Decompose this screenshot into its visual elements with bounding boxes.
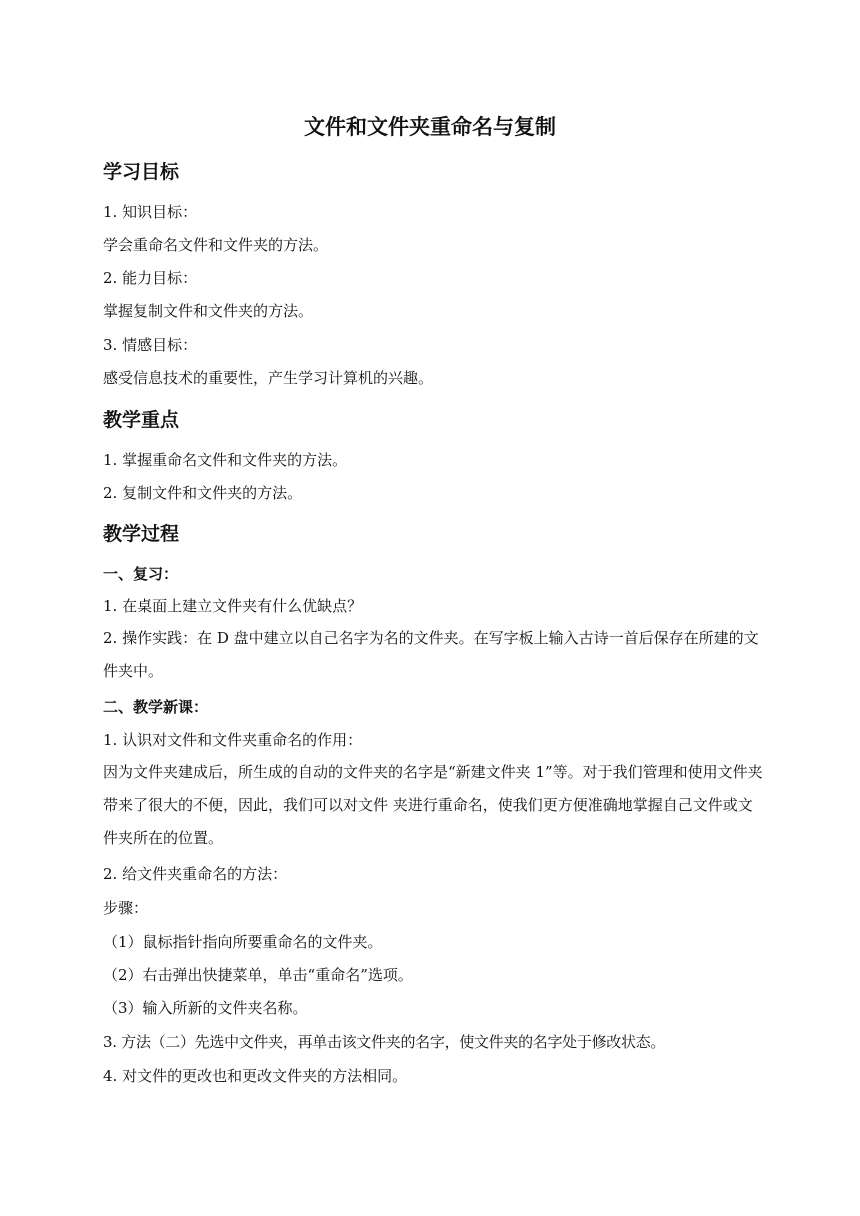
new-lesson-line-1: 1. 认识对文件和文件夹重命名的作用：: [103, 731, 363, 749]
review-line-1: 1. 在桌面上建立文件夹有什么优缺点？: [103, 597, 363, 615]
review-line-2: 2. 操作实践：在 D 盘中建立以自己名字为名的文件夹。在写字板上输入古诗一首后保存在所建的文件夹中。: [103, 629, 759, 680]
new-lesson-line-3: 2. 给文件夹重命名的方法：: [103, 865, 288, 883]
new-lesson-step-1: （1）鼠标指针指向所要重命名的文件夹。: [103, 933, 383, 951]
section-heading-process: 教学过程: [103, 523, 180, 545]
goals-line-1: 1. 知识目标：: [103, 203, 198, 221]
new-lesson-line-6: 4. 对文件的更改也和更改文件夹的方法相同。: [103, 1067, 408, 1085]
goals-line-4: 掌握复制文件和文件夹的方法。: [103, 302, 314, 320]
goals-line-3: 2. 能力目标：: [103, 269, 198, 287]
new-lesson-heading: 二、教学新课：: [103, 698, 209, 716]
goals-line-2: 学会重命名文件和文件夹的方法。: [103, 236, 329, 254]
document-title: 文件和文件夹重命名与复制: [304, 115, 556, 139]
key-points-line-2: 2. 复制文件和文件夹的方法。: [103, 484, 303, 502]
new-lesson-step-2: （2）右击弹出快捷菜单，单击“重命名”选项。: [103, 966, 413, 984]
new-lesson-step-3: （3）输入所新的文件夹名称。: [103, 999, 308, 1017]
review-heading: 一、复习：: [103, 565, 179, 583]
key-points-line-1: 1. 掌握重命名文件和文件夹的方法。: [103, 451, 348, 469]
new-lesson-line-4: 步骤：: [103, 899, 149, 917]
goals-line-5: 3. 情感目标：: [103, 336, 198, 354]
section-heading-goals: 学习目标: [103, 161, 180, 183]
new-lesson-paragraph: 因为文件夹建成后，所生成的自动的文件夹的名字是“新建文件夹 1”等。对于我们管理和使用文件夹带来了很大的不便，因此，我们可以对文件 夹进行重命名，使我们更方便准确地掌握自己文件或文件夹所在的位置。: [103, 763, 763, 847]
section-heading-key-points: 教学重点: [103, 409, 180, 431]
goals-line-6: 感受信息技术的重要性，产生学习计算机的兴趣。: [103, 369, 434, 387]
new-lesson-line-5: 3. 方法（二）先选中文件夹，再单击该文件夹的名字，使文件夹的名字处于修改状态。: [103, 1033, 666, 1051]
